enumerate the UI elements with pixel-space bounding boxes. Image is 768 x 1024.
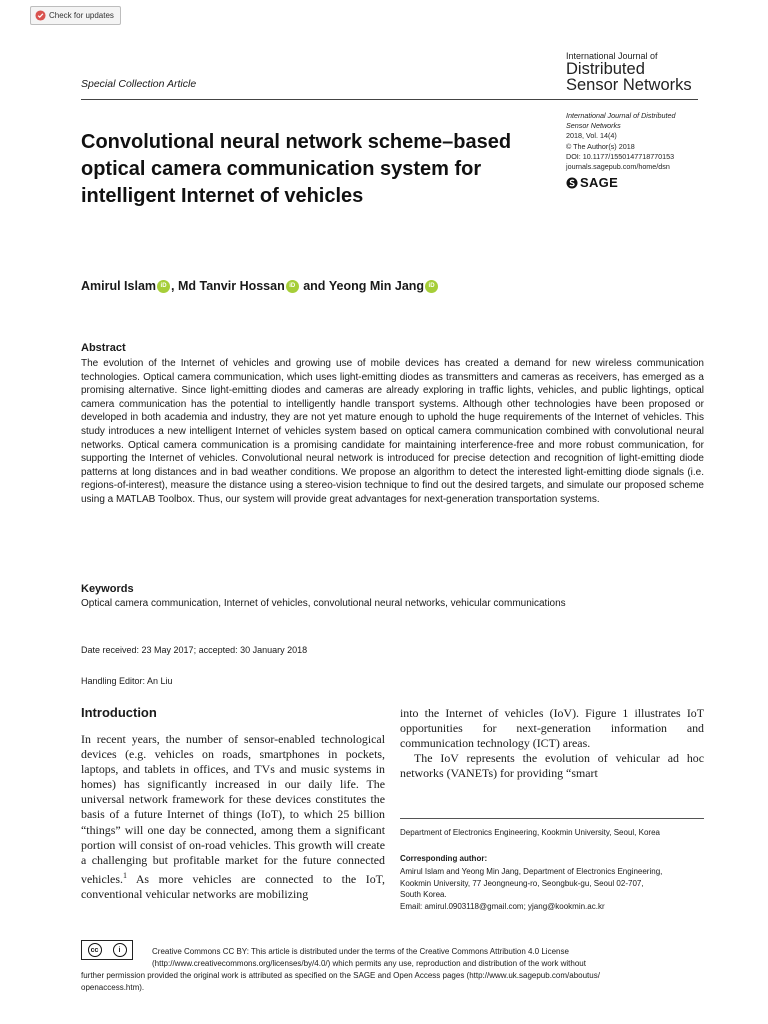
keywords-text: Optical camera communication, Internet of vehicles, convolutional neural networks, vehicular communications xyxy=(81,598,566,609)
author-separator-2: and xyxy=(299,279,329,293)
corresponding-line-3: South Korea. xyxy=(400,890,447,900)
intro-paragraph-1: In recent years, the number of sensor-enabled technological devices (e.g. vehicles on roads, smartphones in pockets, laptops, and tablets in offices, and TVs and music systems in homes) has significantly increased in our daily life. The universal network framework for these devices constitutes the basis of a future Internet of things (IoT), to which 25 billion “things” will one day be connected, among them a significant portion will consist of on-road vehicles. This growth will create a challenging but profitable market for the future connected vehicles. xyxy=(81,732,385,886)
license-continuation xyxy=(81,970,706,994)
keywords-heading: Keywords xyxy=(81,583,134,595)
orcid-icon[interactable]: iD xyxy=(286,280,299,293)
meta-url[interactable]: journals.sagepub.com/home/dsn xyxy=(566,162,670,172)
paper-title: Convolutional neural network scheme–based optical camera communication system for intelligent Internet of vehicles xyxy=(81,131,512,207)
introduction-heading: Introduction xyxy=(81,705,157,720)
orcid-icon[interactable]: iD xyxy=(157,280,170,293)
corresponding-author-heading: Corresponding author: xyxy=(400,854,488,863)
meta-copyright: © The Author(s) 2018 xyxy=(566,141,635,151)
intro-paragraph-1-end: As more vehicles are connected to the IoT, conventional vehicular networks are mobilizing xyxy=(81,871,385,901)
orcid-icon[interactable]: iD xyxy=(425,280,438,293)
sage-logo xyxy=(566,175,618,190)
journal-name-small: International Journal of xyxy=(566,51,658,61)
handling-editor: Handling Editor: An Liu xyxy=(81,676,173,686)
cc-by-logo[interactable] xyxy=(81,940,133,960)
corresponding-line-1: Amirul Islam and Yeong Min Jang, Department of Electronics Engineering, xyxy=(400,867,663,876)
meta-journal-line1: International Journal of Distributed xyxy=(566,111,676,120)
sage-logo-text: SAGE xyxy=(580,175,619,190)
corresponding-author-details xyxy=(400,866,710,912)
article-meta xyxy=(566,111,675,172)
journal-name xyxy=(566,61,692,93)
check-for-updates-badge[interactable] xyxy=(30,6,121,25)
author-1: Amirul Islam xyxy=(81,279,157,293)
by-icon: i xyxy=(113,943,127,957)
cc-icon: cc xyxy=(88,943,102,957)
journal-name-line2: Sensor Networks xyxy=(566,76,692,94)
sage-mark-icon xyxy=(566,177,578,189)
corresponding-email[interactable]: Email: amirul.0903118@gmail.com; yjang@kookmin.ac.kr xyxy=(400,901,605,911)
meta-doi[interactable]: DOI: 10.1177/1550147718770153 xyxy=(566,151,675,161)
license-line-2[interactable]: (http://www.creativecommons.org/licenses/by/4.0/) which permits any use, reproduction and distribution of the work without xyxy=(152,959,586,968)
introduction-left-column xyxy=(81,732,385,902)
author-separator-1: , xyxy=(171,279,178,293)
abstract-heading: Abstract xyxy=(81,342,126,354)
meta-journal-line2: Sensor Networks xyxy=(566,121,621,131)
license-line-4: openaccess.htm). xyxy=(81,983,145,992)
license-line-1: Creative Commons CC BY: This article is distributed under the terms of the Creative Commons Attribution 4.0 License xyxy=(152,947,569,956)
footnote-divider xyxy=(400,818,704,819)
author-2: Md Tanvir Hossan xyxy=(177,279,285,293)
affiliation: Department of Electronics Engineering, Kookmin University, Seoul, Korea xyxy=(400,828,660,837)
author-3: Yeong Min Jang xyxy=(328,279,425,293)
author-list xyxy=(81,279,439,293)
intro-paragraph-2: into the Internet of vehicles (IoV). Figure 1 illustrates IoT opportunities for next-generation information and communication technology (ICT) areas. xyxy=(400,706,704,751)
corresponding-line-2: Kookmin University, 77 Jeongneung-ro, Seongbuk-gu, Seoul 02-707, xyxy=(400,878,644,888)
check-update-icon xyxy=(35,10,46,21)
header-divider xyxy=(81,99,698,100)
check-for-updates-label: Check for updates xyxy=(49,11,114,20)
article-type: Special Collection Article xyxy=(81,78,197,90)
intro-paragraph-3: The IoV represents the evolution of vehicular ad hoc networks (VANETs) for providing “smart xyxy=(400,751,704,781)
citation-ref[interactable]: 1 xyxy=(122,870,127,880)
meta-volume: 2018, Vol. 14(4) xyxy=(566,131,617,141)
journal-name-line1: Distributed xyxy=(566,60,645,78)
date-received: Date received: 23 May 2017; accepted: 30 January 2018 xyxy=(81,645,308,655)
introduction-right-column xyxy=(400,706,704,781)
license-line-3[interactable]: further permission provided the original work is attributed as specified on the SAGE and Open Access pages (http://www.uk.sagepub.com/aboutus/ xyxy=(81,971,600,980)
abstract-text: The evolution of the Internet of vehicles and growing use of mobile devices has created a demand for new wireless communication technologies. Optical camera communication, which uses light-emitting diodes as transmitters and cameras as receivers, has emerged as a promising alternative. Since light-emitting diodes and cameras are already exploring in traffic lights, vehicles, and public lightings, optical camera communication has the potential to intelligently handle transport systems. Although other technologies have been proposed or developed in both academia and industry, they are not yet mature enough to uphold the huge requirements of the Internet of vehicles. This study introduces a new intelligent Internet of vehicles system based on optical camera communication combined with convolutional neural networks. Optical camera communication is a promising candidate for maintaining interference-free and more robust communication, for supporting the Internet of vehicles. Convolutional neural network is introduced for precise detection and recognition of light-emitting diode patterns at long distances and in bad weather conditions. We propose an algorithm to detect the interested light-emitting diode signals (i.e. regions-of-interest), measure the distance using a stereo-vision technique to find out the desired targets, and simulate our proposed scheme using a MATLAB Toolbox. Thus, our system will provide great advantages for next-generation transportation systems. xyxy=(81,358,704,505)
